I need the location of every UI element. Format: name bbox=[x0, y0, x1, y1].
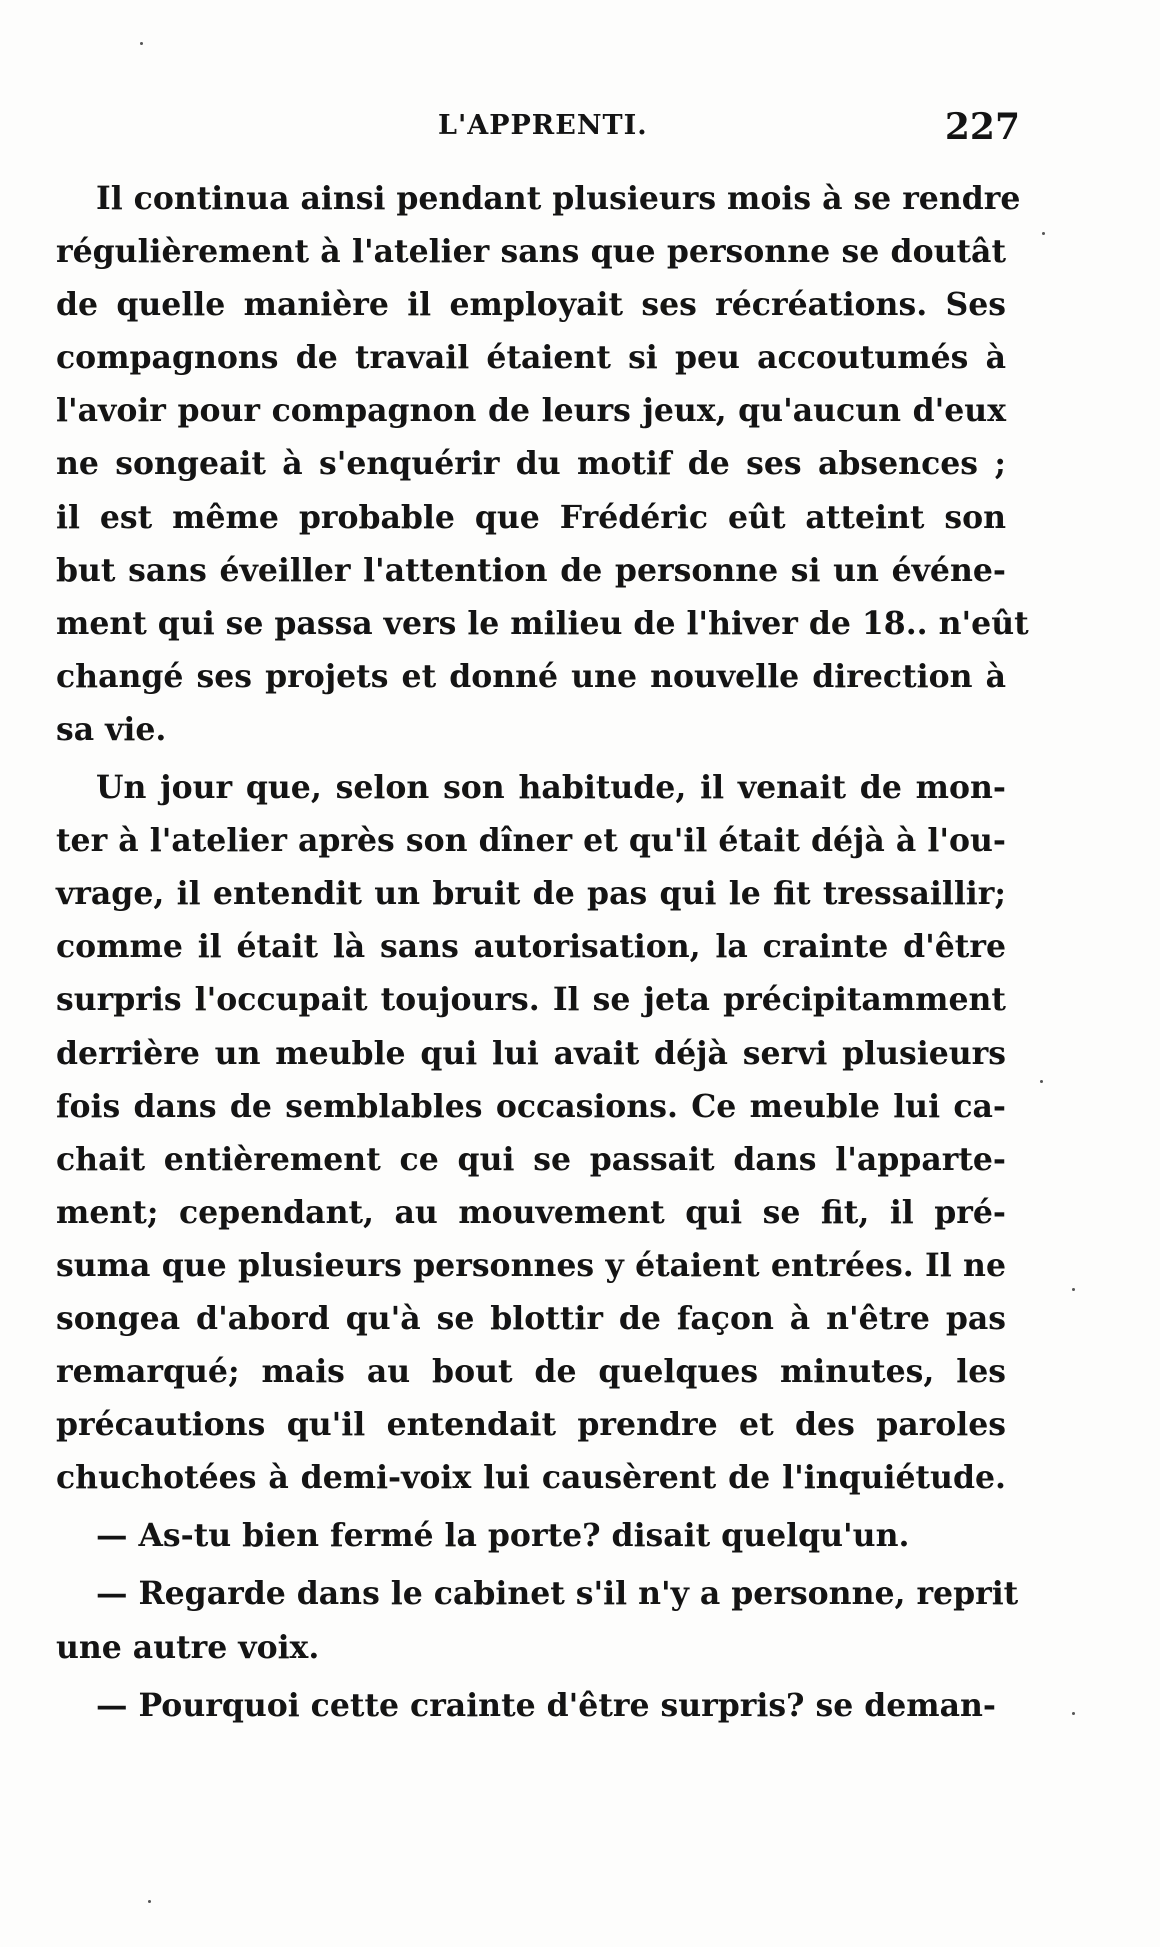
text-line: — Pourquoi cette crainte d'être surpris? se deman- bbox=[96, 1686, 996, 1724]
text-line: remarqué; mais au bout de quelques minutes, les bbox=[56, 1353, 1006, 1391]
paper-speck bbox=[1072, 1288, 1075, 1291]
body-text bbox=[56, 172, 1029, 1732]
text-line: ment; cependant, au mouvement qui se fit, il pré- bbox=[56, 1193, 1006, 1231]
paragraph-5 bbox=[56, 1679, 1006, 1732]
paragraph-4 bbox=[56, 1567, 1019, 1673]
text-line: but sans éveiller l'attention de personne si un événe- bbox=[56, 551, 1006, 589]
paper-speck bbox=[1072, 1712, 1075, 1715]
text-line: Un jour que, selon son habitude, il venait de mon- bbox=[96, 769, 1006, 807]
text-line: derrière un meuble qui lui avait déjà servi plusieurs bbox=[56, 1034, 1006, 1072]
text-line: sa vie. bbox=[56, 710, 167, 748]
text-line: une autre voix. bbox=[56, 1628, 320, 1666]
running-title: L'APPRENTI. bbox=[438, 110, 648, 141]
text-line: surpris l'occupait toujours. Il se jeta précipitamment bbox=[56, 981, 1006, 1019]
text-line: compagnons de travail étaient si peu accoutumés à bbox=[56, 339, 1006, 377]
text-line: régulièrement à l'atelier sans que personne se doutât bbox=[56, 233, 1006, 271]
text-line: — As-tu bien fermé la porte? disait quelqu'un. bbox=[96, 1517, 910, 1555]
paper-speck bbox=[140, 42, 143, 45]
text-line: ne songeait à s'enquérir du motif de ses absences ; bbox=[56, 445, 1006, 483]
paragraph-3 bbox=[56, 1509, 1006, 1562]
text-line: fois dans de semblables occasions. Ce meuble lui ca- bbox=[56, 1087, 1006, 1125]
text-line: songea d'abord qu'à se blottir de façon à n'être pas bbox=[56, 1299, 1006, 1337]
text-line: chuchotées à demi-voix lui causèrent de l'inquiétude. bbox=[56, 1459, 1006, 1497]
paper-speck bbox=[1040, 1080, 1043, 1083]
text-line: ment qui se passa vers le milieu de l'hiver de 18.. n'eût bbox=[56, 604, 1029, 642]
text-line: chait entièrement ce qui se passait dans l'apparte- bbox=[56, 1140, 1006, 1178]
page-number: 227 bbox=[944, 106, 1020, 148]
paragraph-2 bbox=[56, 761, 1006, 1504]
page-header bbox=[58, 106, 1020, 156]
text-line: ter à l'atelier après son dîner et qu'il était déjà à l'ou- bbox=[56, 822, 1006, 860]
paragraph-1 bbox=[56, 172, 1029, 756]
text-line: comme il était là sans autorisation, la crainte d'être bbox=[56, 928, 1006, 966]
text-line: Il continua ainsi pendant plusieurs mois à se rendre bbox=[96, 180, 1021, 217]
text-line: suma que plusieurs personnes y étaient entrées. Il ne bbox=[56, 1246, 1006, 1284]
text-line: vrage, il entendit un bruit de pas qui le fit tressaillir; bbox=[56, 875, 1006, 913]
text-line: changé ses projets et donné une nouvelle direction à bbox=[56, 657, 1006, 695]
text-line: l'avoir pour compagnon de leurs jeux, qu'aucun d'eux bbox=[56, 392, 1006, 430]
paper-speck bbox=[1042, 232, 1045, 235]
paper-speck bbox=[148, 1900, 151, 1903]
text-line: il est même probable que Frédéric eût atteint son bbox=[56, 498, 1006, 536]
text-line: — Regarde dans le cabinet s'il n'y a personne, reprit bbox=[96, 1575, 1019, 1613]
text-line: précautions qu'il entendait prendre et des paroles bbox=[56, 1406, 1006, 1444]
text-line: de quelle manière il employait ses récréations. Ses bbox=[56, 286, 1006, 324]
